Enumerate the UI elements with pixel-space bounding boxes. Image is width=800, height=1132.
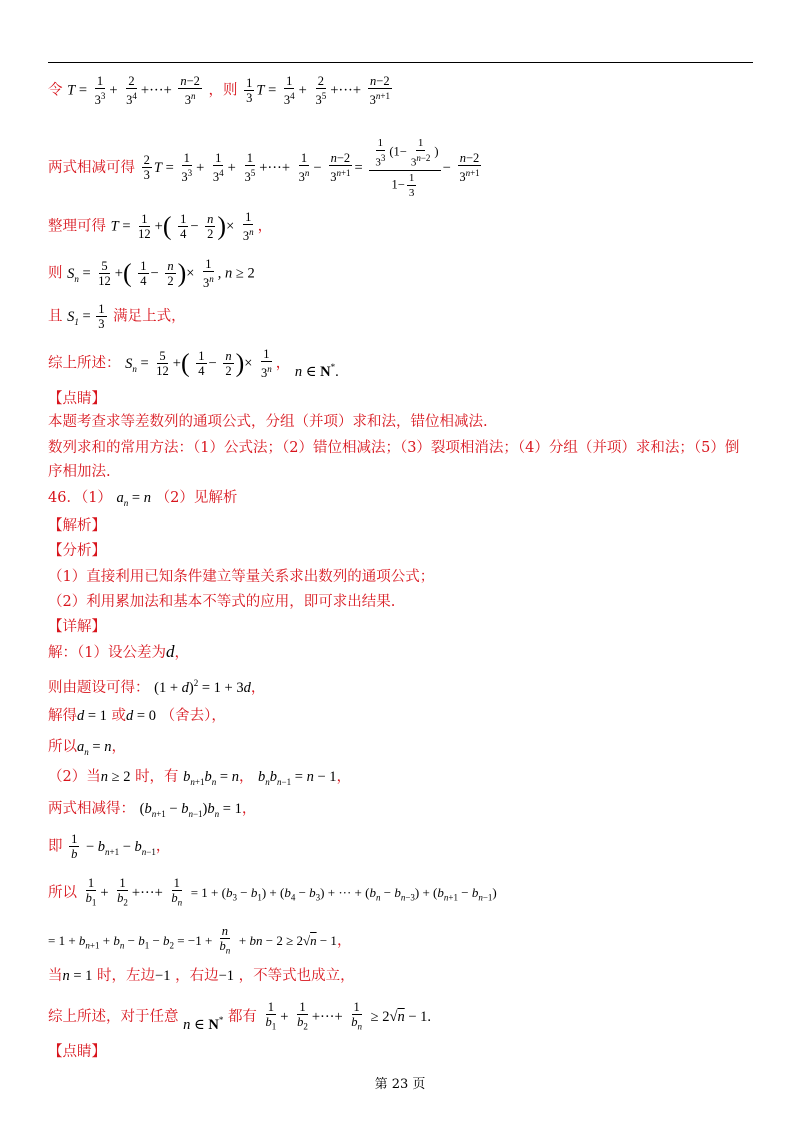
- step-2: 则由题设可得： $(1 + d)^2 = 1 + 3d$，: [48, 678, 266, 696]
- section-jiexi: 【解析】: [48, 518, 106, 534]
- header-rule: [48, 62, 753, 63]
- section-dianjing: 【点睛】: [48, 391, 106, 407]
- section-fenxi: 【分析】: [48, 543, 106, 559]
- line-S1: 且 $S_1$ = $\frac{1}{3}$ 满足上式，: [48, 302, 186, 331]
- section-dianjing-2: 【点睛】: [48, 1044, 106, 1060]
- step-11: 综上所述，对于任意 n ∈ N* 都有 $\frac{1}{b_1}$ + $\frac{1}{b_2}$ +···+ $\frac{1}{b_n}$ ≥ 2√n − 1.: [48, 1000, 432, 1033]
- line-Sn: 则 $S_n$ = $\frac{5}{12}$ +( $\frac{1}{4}$ − $\frac{n}{2}$ )× $\frac{1}{3^n}$ , n ≥ 2: [48, 257, 255, 291]
- section-xiangjie: 【详解】: [48, 619, 106, 635]
- step-8: 所以 $\frac{1}{b_1}$ + $\frac{1}{b_2}$ +···+ $\frac{1}{b_n}$ = $1 + (b_3 - b_1) + (b_4 - b_3)$ + ··· + $(b_n - b_{n-3}) + (b_{n+1} - b_{n-1})$: [48, 876, 497, 908]
- step-5: （2）当n ≥ 2 时，有 $b_{n+1}b_n = n$， $b_nb_{n-1} = n - 1$，: [48, 769, 351, 787]
- step-10: 当n = 1 时，左边−1 ，右边−1 ，不等式也成立，: [48, 968, 355, 984]
- step-9: = $1 + b_{n+1} + b_n - b_1 - b_2 = -1$ + $\frac{n}{b_n}$ + bn − 2 ≥ 2√n − 1，: [48, 924, 352, 956]
- step-1: 解：（1）设公差为d，: [48, 642, 189, 661]
- step-3: 解得d = 1 或d = 0 （舍去），: [48, 708, 226, 724]
- step-7: 即 $\frac{1}{b}$ − $b_{n+1} - b_{n-1}$，: [48, 832, 171, 861]
- line-T-definition: 令 T = $\frac{1}{3^3}$ + $\frac{2}{3^4}$ +···+ $\frac{n-2}{3^n}$ ，则 $\frac{1}{3}$ T = $\frac{1}{3^4}$ + $\frac{2}{3^5}$ +···+ $\frac{n-2}{3^{n+1}}$: [48, 74, 390, 108]
- note-1: 本题考查求等差数列的通项公式，分组（并项）求和法，错位相减法.: [48, 414, 488, 430]
- line-subtract: 两式相减可得 $\frac{2}{3}$ T = $\frac{1}{3^3}$ + $\frac{1}{3^4}$ + $\frac{1}{3^5}$ +···+ $\frac{1}{3^n}$ − $\frac{n-2}{3^{n+1}}$ = $\frac{1}{3^3}$ (1− $\frac{1}{3^{n-2}}$ ) 1− $\frac{1}{3}$ − $\frac{n-2}{3^{n+1}}$: [48, 137, 480, 199]
- line-simplify: 整理可得 T = $\frac{1}{12}$ +( $\frac{1}{4}$ − $\frac{n}{2}$ )× $\frac{1}{3^n}$ ，: [48, 210, 273, 244]
- note-2b: 序相加法.: [48, 464, 111, 480]
- page-number: 第 23 页: [374, 1077, 426, 1092]
- fenxi-1: （1）直接利用已知条件建立等量关系求出数列的通项公式；: [48, 569, 435, 585]
- step-6: 两式相减得： $(b_{n+1} - b_{n-1})b_n = 1$，: [48, 801, 257, 819]
- fenxi-2: （2）利用累加法和基本不等式的应用，即可求出结果.: [48, 594, 396, 610]
- line-conclusion: 综上所述： $S_n$ = $\frac{5}{12}$ +( $\frac{1}{4}$ − $\frac{n}{2}$ )× $\frac{1}{3^n}$ ， n ∈ N*.: [48, 347, 339, 381]
- step-4: 所以$a_n = n$，: [48, 739, 126, 757]
- question-46-answer: 46．（1） $a_n = n$ （2）见解析: [48, 490, 238, 508]
- note-2a: 数列求和的常用方法：（1）公式法；（2）错位相减法；（3）裂项相消法；（4）分组（并项）求和法；（5）倒: [48, 440, 740, 456]
